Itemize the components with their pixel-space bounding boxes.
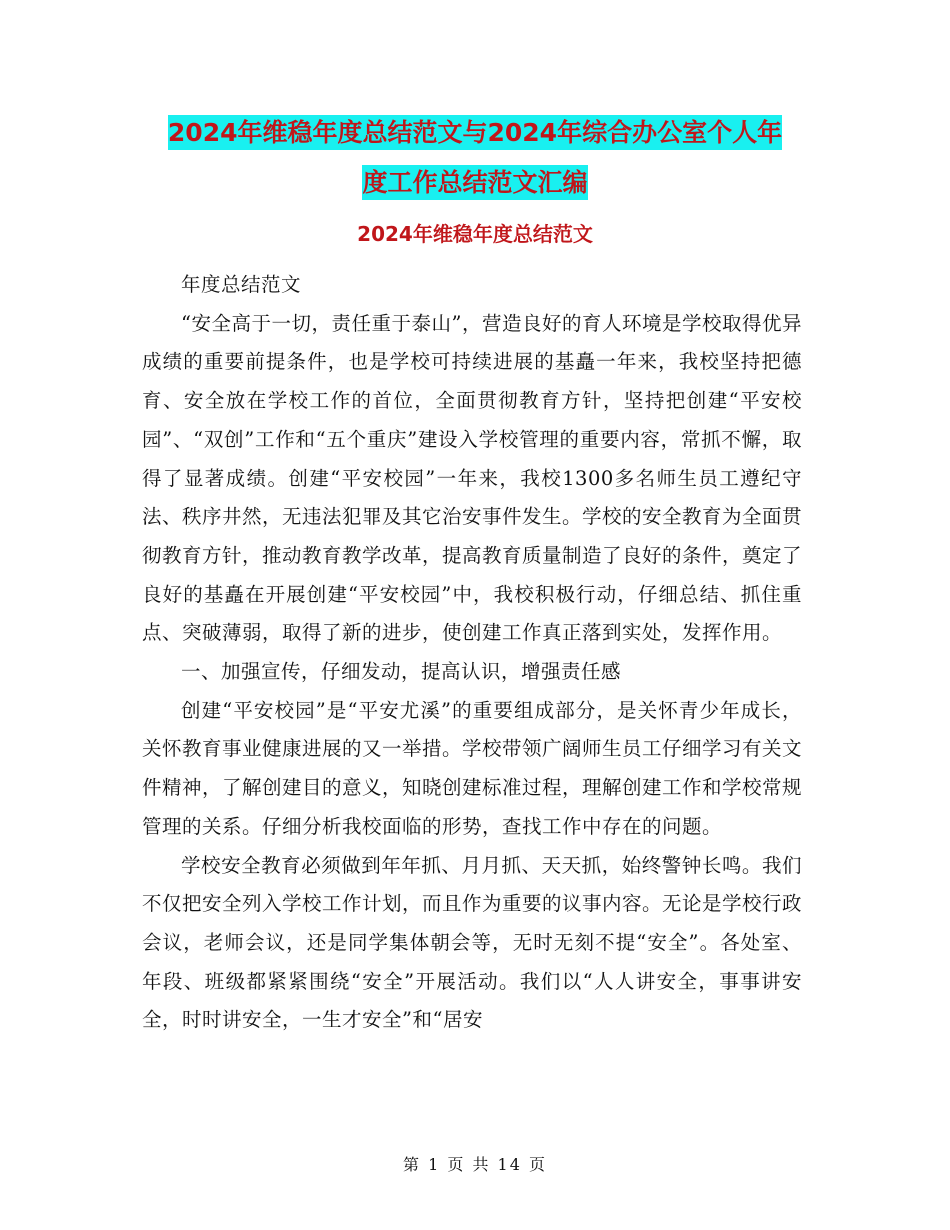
- page-footer: 第 1 页 共 14 页: [403, 1155, 547, 1174]
- title-line-2: 度工作总结范文汇编: [362, 165, 587, 200]
- paragraph: 学校安全教育必须做到年年抓、月月抓、天天抓，始终警钟长鸣。我们不仅把安全列入学校工作计划，而且作为重要的议事内容。无论是学校行政会议，老师会议，还是同学集体朝会等，无时无刻不提“安全”。各处室、年段、班级都紧紧围绕“安全”开展活动。我们以“人人讲安全，事事讲安全，时时讲安全，一生才安全”和“居安: [142, 853, 803, 1032]
- document-body: [142, 266, 802, 1040]
- title-line-1: 2024年维稳年度总结范文与2024年综合办公室个人年: [168, 115, 782, 150]
- paragraph: 创建“平安校园”是“平安尤溪”的重要组成部分，是关怀青少年成长，关怀教育事业健康进展的又一举措。学校带领广阔师生员工仔细学习有关文件精神，了解创建目的意义，知晓创建标准过程，理解创建工作和学校常规管理的关系。仔细分析我校面临的形势，查找工作中存在的问题。: [142, 698, 803, 838]
- section-subtitle: 2024年维稳年度总结范文: [357, 222, 593, 246]
- paragraph: “安全高于一切，责任重于泰山”，营造良好的育人环境是学校取得优异成绩的重要前提条件，也是学校可持续进展的基矗一年来，我校坚持把德育、安全放在学校工作的首位，全面贯彻教育方针，坚持把创建“平安校园”、“双创”工作和“五个重庆”建设入学校管理的重要内容，常抓不懈，取得了显著成绩。创建“平安校园”一年来，我校1300多名师生员工遵纪守法、秩序井然，无违法犯罪及其它治安事件发生。学校的安全教育为全面贯彻教育方针，推动教育教学改革，提高教育质量制造了良好的条件，奠定了良好的基矗在开展创建“平安校园”中，我校积极行动，仔细总结、抓住重点、突破薄弱，取得了新的进步，使创建工作真正落到实处，发挥作用。: [142, 311, 803, 645]
- paragraph-heading: 年度总结范文: [181, 273, 302, 296]
- section-heading: 一、加强宣传，仔细发动，提高认识，增强责任感: [181, 660, 622, 684]
- document-title: [140, 108, 810, 208]
